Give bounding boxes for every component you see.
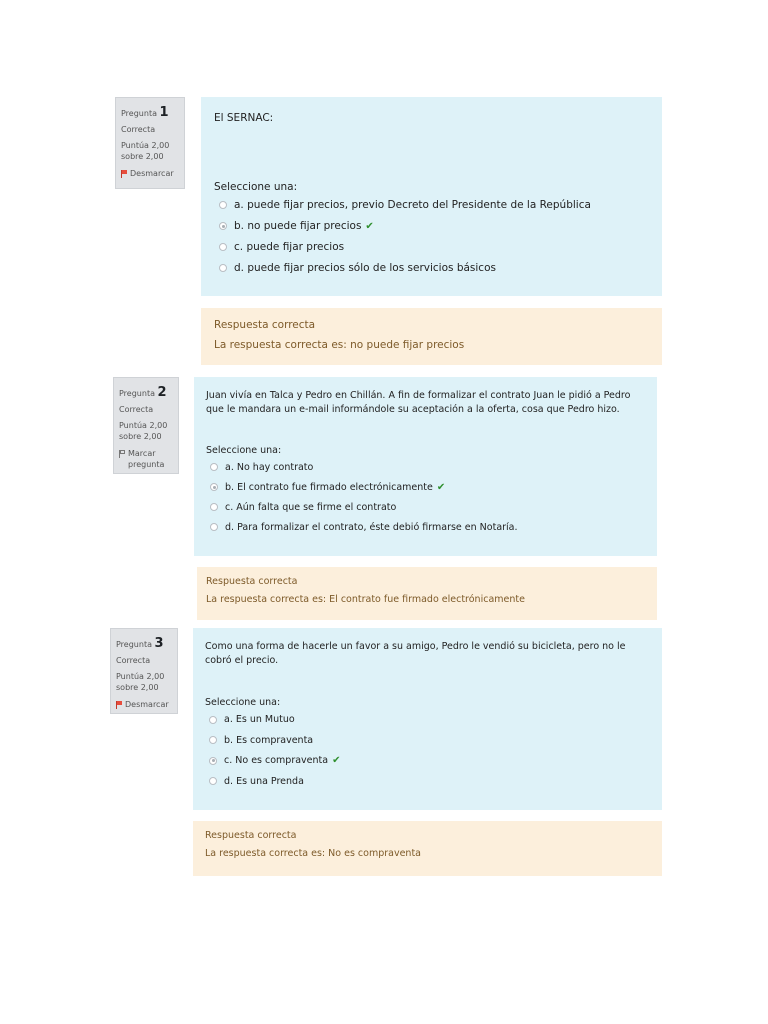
answer-label: b. El contrato fue firmado electrónicamente <box>225 481 433 493</box>
correct-check-icon: ✔ <box>436 481 446 493</box>
question-state: Correcta <box>119 404 154 414</box>
question-number <box>116 635 172 653</box>
answer-label: d. Es una Prenda <box>224 775 304 787</box>
question-number-value: 2 <box>157 385 167 400</box>
answer-option-c[interactable] <box>205 753 650 770</box>
question-formulation-2 <box>194 377 657 556</box>
answer-option-b[interactable] <box>205 732 650 749</box>
feedback-outcome-3 <box>193 821 662 876</box>
flag-toggle[interactable] <box>121 169 179 180</box>
question-number-value: 1 <box>159 105 169 120</box>
right-answer: La respuesta correcta es: no puede fijar precios <box>214 338 465 351</box>
flag-toggle[interactable] <box>119 449 173 471</box>
feedback-title: Respuesta correcta <box>206 576 298 587</box>
question-state: Correcta <box>121 124 156 134</box>
answer-option-b[interactable] <box>206 479 645 496</box>
answer-option-d[interactable] <box>206 519 645 536</box>
answer-label: c. puede fijar precios <box>234 241 345 254</box>
question-text: El SERNAC: <box>214 112 274 124</box>
radio-button-selected[interactable] <box>210 483 218 491</box>
answer-option-a[interactable] <box>206 459 645 476</box>
question-text: Como una forma de hacerle un favor a su amigo, Pedro le vendió su bicicleta, pero no le cobró el precio. <box>205 641 626 667</box>
question-grade: Puntúa 2,00 sobre 2,00 <box>119 421 168 442</box>
question-number <box>121 104 179 122</box>
radio-button-selected[interactable] <box>219 222 227 230</box>
question-info-1 <box>115 97 185 189</box>
radio-button-selected[interactable] <box>209 757 217 765</box>
radio-button[interactable] <box>219 264 227 272</box>
answer-label: a. Es un Mutuo <box>224 714 295 726</box>
question-number <box>119 384 173 402</box>
answer-prompt: Seleccione una: <box>205 696 281 708</box>
radio-button[interactable] <box>210 463 218 471</box>
flag-icon <box>121 170 127 178</box>
answer-prompt: Seleccione una: <box>206 444 282 456</box>
correct-check-icon: ✔ <box>332 755 341 767</box>
answer-label: b. no puede fijar precios <box>234 220 362 233</box>
answer-label: d. Para formalizar el contrato, éste debió firmarse en Notaría. <box>225 521 518 533</box>
question-info-3 <box>110 628 178 714</box>
flag-icon <box>116 701 122 709</box>
question-label: Pregunta <box>119 389 155 398</box>
question-formulation-3 <box>193 628 662 810</box>
question-grade: Puntúa 2,00 sobre 2,00 <box>116 672 165 693</box>
answer-option-a[interactable] <box>205 712 650 729</box>
question-grade: Puntúa 2,00 sobre 2,00 <box>121 141 170 162</box>
correct-check-icon: ✔ <box>365 220 374 232</box>
question-label: Pregunta <box>116 640 152 649</box>
radio-button[interactable] <box>209 736 217 744</box>
answer-label: a. puede fijar precios, previo Decreto del Presidente de la República <box>234 199 591 212</box>
answer-prompt: Seleccione una: <box>214 180 298 193</box>
question-formulation-1 <box>201 97 662 296</box>
radio-button[interactable] <box>219 243 227 251</box>
answer-option-d[interactable] <box>205 773 650 790</box>
feedback-title: Respuesta correcta <box>205 830 297 841</box>
question-text: Juan vivía en Talca y Pedro en Chillán. A fin de formalizar el contrato Juan le pidió a Pedro que le mandara un e-mail informándole su aceptación a la oferta, cosa que Pedro hizo. <box>206 390 631 416</box>
answer-label: b. Es compraventa <box>224 734 314 746</box>
answer-option-a[interactable] <box>214 197 649 214</box>
question-number-value: 3 <box>154 636 164 651</box>
answer-label: d. puede fijar precios sólo de los servicios básicos <box>234 262 496 275</box>
flag-label: Desmarcar <box>130 168 174 178</box>
answer-label: a. No hay contrato <box>225 461 314 473</box>
flag-toggle[interactable] <box>116 700 172 711</box>
radio-button[interactable] <box>209 777 217 785</box>
answer-label: c. No es compraventa <box>224 755 329 767</box>
flag-outline-icon <box>119 450 125 458</box>
answer-option-c[interactable] <box>214 239 649 256</box>
question-info-2 <box>113 377 179 474</box>
right-answer: La respuesta correcta es: No es compraventa <box>205 848 421 860</box>
radio-button[interactable] <box>210 523 218 531</box>
question-state: Correcta <box>116 655 151 665</box>
radio-button[interactable] <box>209 716 217 724</box>
question-label: Pregunta <box>121 109 157 118</box>
feedback-outcome-1 <box>201 308 662 365</box>
feedback-title: Respuesta correcta <box>214 319 316 331</box>
right-answer: La respuesta correcta es: El contrato fue firmado electrónicamente <box>206 594 525 606</box>
answer-label: c. Aún falta que se firme el contrato <box>225 501 397 513</box>
answer-option-b[interactable] <box>214 218 649 235</box>
radio-button[interactable] <box>210 503 218 511</box>
answer-option-c[interactable] <box>206 499 645 516</box>
feedback-outcome-2 <box>197 567 657 620</box>
flag-label: Marcar pregunta <box>128 448 165 469</box>
radio-button[interactable] <box>219 201 227 209</box>
answer-option-d[interactable] <box>214 260 649 277</box>
flag-label: Desmarcar <box>125 699 169 709</box>
